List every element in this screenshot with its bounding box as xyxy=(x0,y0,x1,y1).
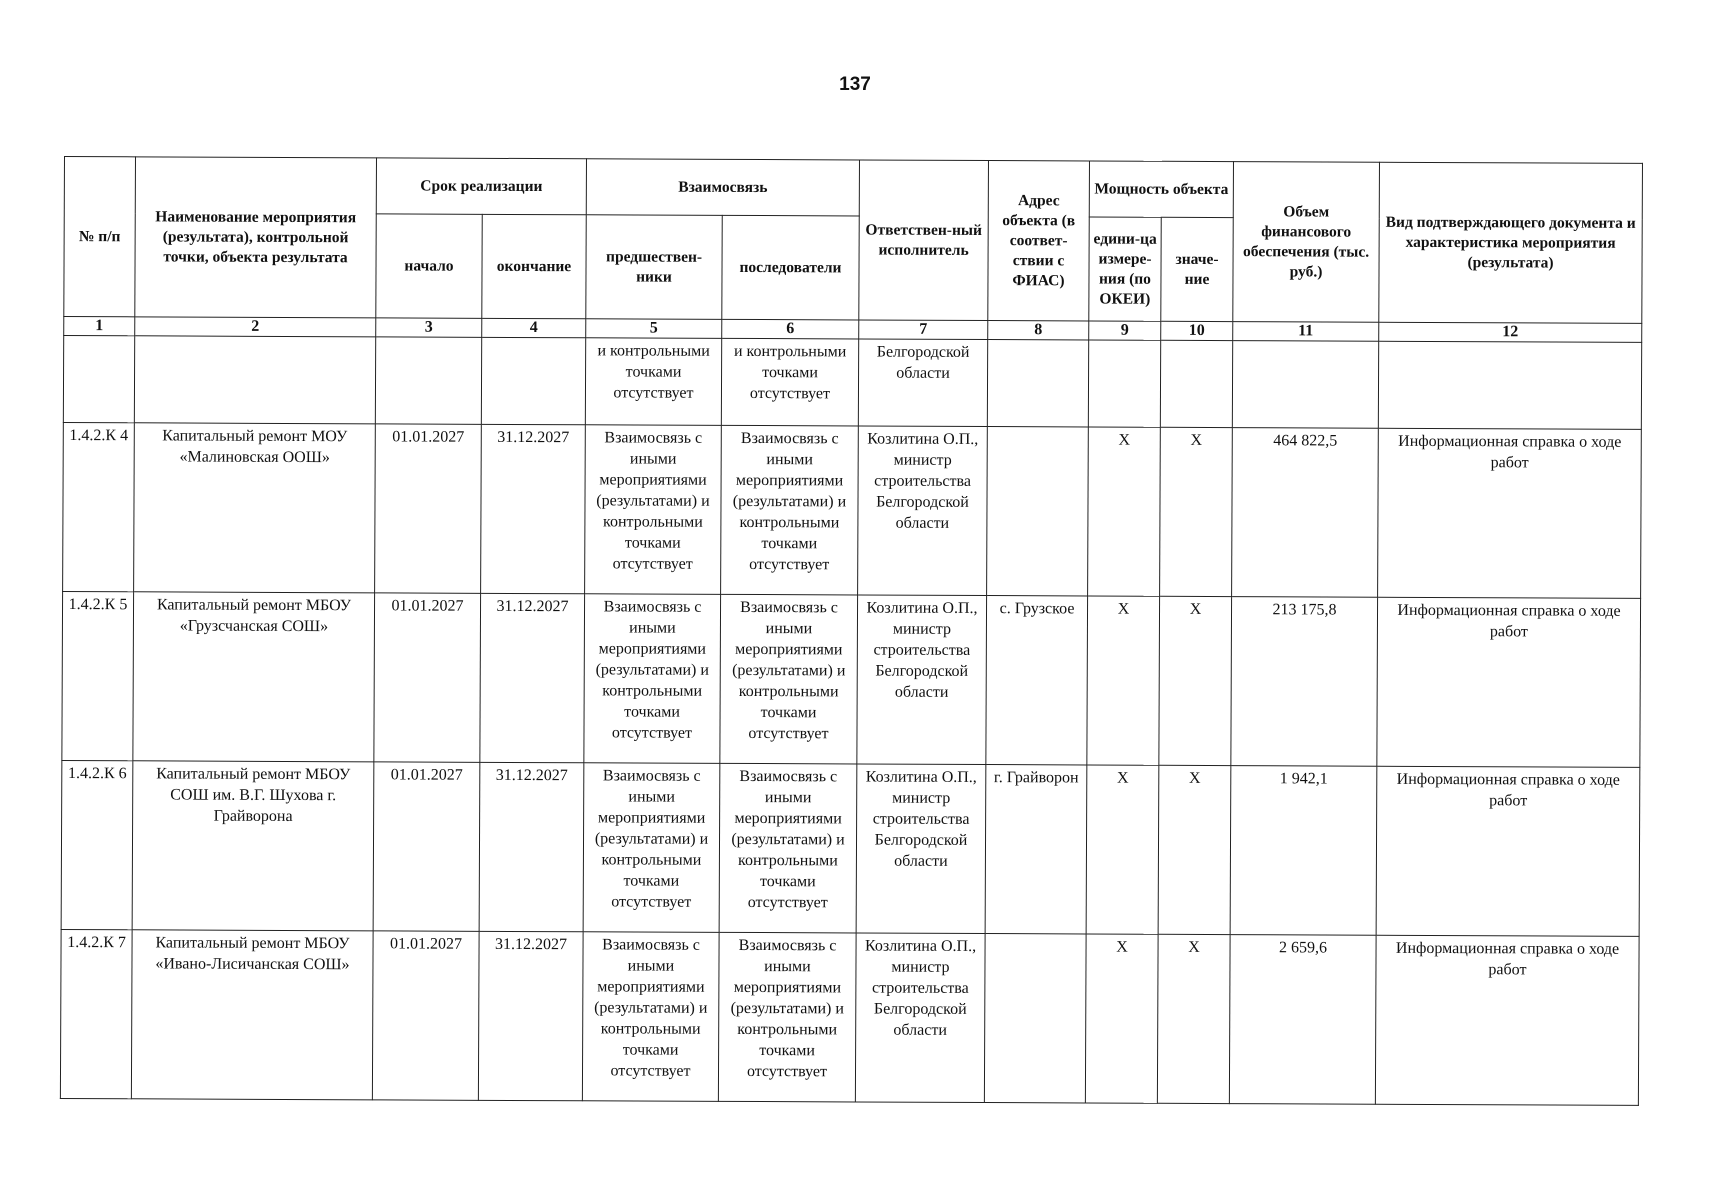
cell-name: Капитальный ремонт МБОУ «Грузсчанская СОШ» xyxy=(133,592,375,762)
column-number: 12 xyxy=(1379,322,1642,342)
cell-responsible: Козлитина О.П., министр строительства Белгородской области xyxy=(858,426,988,596)
column-number: 7 xyxy=(859,320,988,340)
cell-unit: X xyxy=(1086,765,1159,934)
cell-end: 31.12.2027 xyxy=(481,424,586,593)
cell-predecessors: Взаимосвязь с иными мероприятиями (результатами) и контрольными точками отсутствует xyxy=(583,763,720,933)
cell-predecessors: Взаимосвязь с иными мероприятиями (результатами) и контрольными точками отсутствует xyxy=(584,594,721,764)
header-end: окончание xyxy=(482,214,586,318)
header-address: Адрес объекта (в соответ-ствии с ФИАС) xyxy=(988,161,1090,321)
cell-start: 01.01.2027 xyxy=(375,424,482,593)
header-document: Вид подтверждающего документа и характеристика мероприятия (результата) xyxy=(1379,162,1643,323)
cell-successors: Взаимосвязь с иными мероприятиями (результатами) и контрольными точками отсутствует xyxy=(719,763,857,933)
column-number: 9 xyxy=(1089,321,1161,340)
cell-unit: X xyxy=(1088,427,1161,596)
cell-value: X xyxy=(1158,765,1231,934)
table-row xyxy=(62,591,1641,767)
cell-successors: Взаимосвязь с иными мероприятиями (результатами) и контрольными точками отсутствует xyxy=(720,594,858,764)
cell-start: 01.01.2027 xyxy=(374,593,481,762)
table-row xyxy=(61,760,1640,936)
header-name: Наименование мероприятия (результата), контрольной точки, объекта результата xyxy=(135,157,377,318)
column-number: 3 xyxy=(376,318,482,337)
column-number: 2 xyxy=(135,317,376,337)
cell-successors: Взаимосвязь с иными мероприятиями (результатами) и контрольными точками отсутствует xyxy=(718,932,856,1102)
cell-responsible: Козлитина О.П., министр строительства Белгородской области xyxy=(856,764,986,934)
cell-value: X xyxy=(1157,934,1230,1103)
cell-finance: 213 175,8 xyxy=(1231,597,1378,767)
cell-predecessors: Взаимосвязь с иными мероприятиями (результатами) и контрольными точками отсутствует xyxy=(582,932,719,1102)
column-number: 5 xyxy=(586,319,722,339)
cell-predecessors: и контрольными точками отсутствует xyxy=(585,338,721,426)
cell-num: 1.4.2.К 6 xyxy=(61,760,133,929)
column-number: 8 xyxy=(988,321,1089,340)
table-row xyxy=(63,422,1642,598)
header-unit: едини-ца измере-ния (по ОКЕИ) xyxy=(1089,217,1161,321)
cell-unit: X xyxy=(1085,934,1158,1103)
cell-successors: и контрольными точками отсутствует xyxy=(721,338,858,426)
cell-address xyxy=(984,934,1086,1103)
cell-start: 01.01.2027 xyxy=(373,762,480,931)
header-value: значе-ние xyxy=(1161,217,1233,321)
cell-document: Информационная справка о ходе работ xyxy=(1378,428,1642,598)
column-number: 1 xyxy=(64,317,135,336)
cell-value: X xyxy=(1160,427,1233,596)
cell-successors: Взаимосвязь с иными мероприятиями (результатами) и контрольными точками отсутствует xyxy=(721,425,859,595)
header-finance: Объем финансового обеспечения (тыс. руб.) xyxy=(1233,162,1380,323)
cell-address xyxy=(987,427,1089,596)
column-number: 11 xyxy=(1233,322,1379,342)
cell-address: с. Грузское xyxy=(986,596,1088,765)
cell-name: Капитальный ремонт МБОУ «Ивано-Лисичанская СОШ» xyxy=(131,930,373,1100)
cell-address: г. Грайворон xyxy=(985,765,1087,934)
header-term: Срок реализации xyxy=(376,158,586,215)
cell-document: Информационная справка о ходе работ xyxy=(1376,766,1640,936)
table-row xyxy=(60,929,1639,1105)
header-predecessors: предшествен-ники xyxy=(586,215,722,320)
page-number: 137 xyxy=(839,74,871,95)
cell-responsible: Козлитина О.П., министр строительства Белгородской области xyxy=(857,595,987,765)
cell-name: Капитальный ремонт МБОУ СОШ им. В.Г. Шухова г. Грайворона xyxy=(132,761,374,931)
cell-num: 1.4.2.К 5 xyxy=(62,591,134,760)
cell-end: 31.12.2027 xyxy=(480,593,585,762)
continuation-row xyxy=(63,336,1641,430)
column-number: 4 xyxy=(482,318,586,337)
header-responsible: Ответствен-ный исполнитель xyxy=(859,160,989,321)
cell-finance: 2 659,6 xyxy=(1229,935,1376,1105)
cell-start: 01.01.2027 xyxy=(372,931,479,1100)
cell-document: Информационная справка о ходе работ xyxy=(1375,935,1639,1105)
cell-finance: 1 942,1 xyxy=(1230,766,1377,936)
cell-num: 1.4.2.К 7 xyxy=(60,929,132,1098)
column-number: 10 xyxy=(1161,321,1233,340)
cell-predecessors: Взаимосвязь с иными мероприятиями (результатами) и контрольными точками отсутствует xyxy=(585,425,722,595)
cell-name: Капитальный ремонт МОУ «Малиновская ООШ» xyxy=(134,423,376,593)
cell-document: Информационная справка о ходе работ xyxy=(1377,597,1641,767)
activities-table xyxy=(60,156,1643,1106)
header-successors: последователи xyxy=(722,215,859,320)
column-number: 6 xyxy=(722,319,859,339)
cell-finance: 464 822,5 xyxy=(1232,428,1379,598)
cell-unit: X xyxy=(1087,596,1160,765)
cell-end: 31.12.2027 xyxy=(478,931,583,1100)
header-start: начало xyxy=(376,214,482,318)
cell-num: 1.4.2.К 4 xyxy=(63,422,135,591)
cell-end: 31.12.2027 xyxy=(479,762,584,931)
cell-responsible: Козлитина О.П., министр строительства Белгородской области xyxy=(855,933,985,1103)
cell-responsible: Белгородской области xyxy=(858,339,987,427)
header-capacity: Мощность объекта xyxy=(1089,161,1233,218)
header-relation: Взаимосвязь xyxy=(586,159,859,216)
cell-value: X xyxy=(1159,596,1232,765)
header-num: № п/п xyxy=(64,157,136,317)
